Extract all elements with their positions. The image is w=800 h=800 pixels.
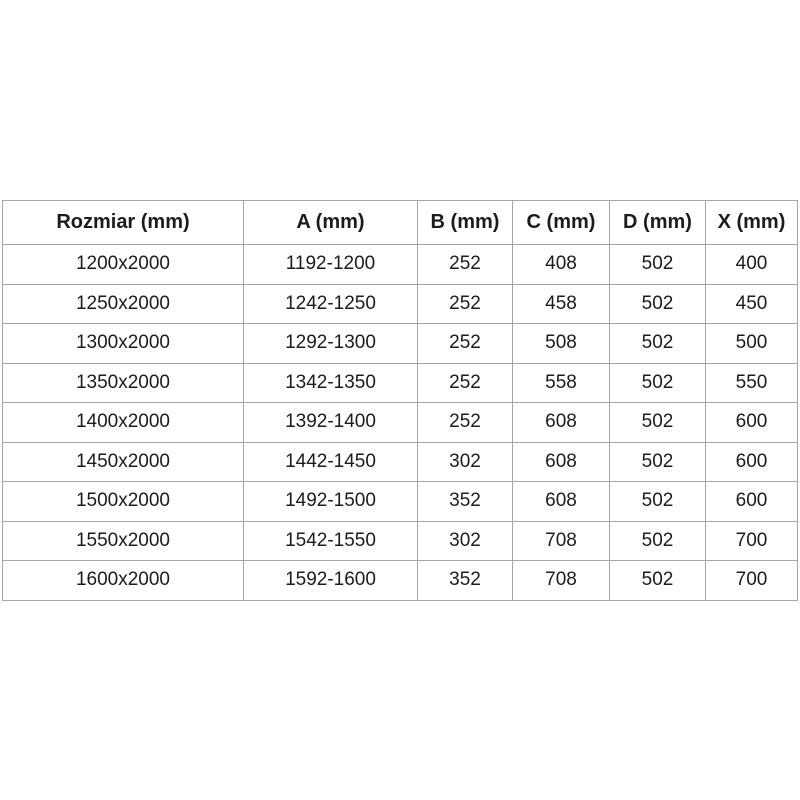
cell-c: 608 bbox=[513, 442, 610, 482]
cell-x: 500 bbox=[706, 324, 798, 364]
cell-c: 508 bbox=[513, 324, 610, 364]
cell-a: 1292-1300 bbox=[244, 324, 418, 364]
cell-rozmiar: 1300x2000 bbox=[3, 324, 244, 364]
cell-rozmiar: 1400x2000 bbox=[3, 403, 244, 443]
cell-rozmiar: 1450x2000 bbox=[3, 442, 244, 482]
cell-a: 1342-1350 bbox=[244, 363, 418, 403]
cell-rozmiar: 1600x2000 bbox=[3, 561, 244, 601]
cell-c: 558 bbox=[513, 363, 610, 403]
cell-b: 252 bbox=[418, 403, 513, 443]
cell-rozmiar: 1500x2000 bbox=[3, 482, 244, 522]
table-row bbox=[3, 403, 798, 443]
cell-b: 252 bbox=[418, 324, 513, 364]
column-header-rozmiar: Rozmiar (mm) bbox=[3, 201, 244, 245]
cell-b: 302 bbox=[418, 521, 513, 561]
column-header-a: A (mm) bbox=[244, 201, 418, 245]
cell-rozmiar: 1550x2000 bbox=[3, 521, 244, 561]
cell-x: 450 bbox=[706, 284, 798, 324]
table-header bbox=[3, 201, 798, 245]
table-row bbox=[3, 324, 798, 364]
cell-x: 700 bbox=[706, 521, 798, 561]
cell-b: 252 bbox=[418, 363, 513, 403]
cell-a: 1392-1400 bbox=[244, 403, 418, 443]
cell-d: 502 bbox=[610, 561, 706, 601]
cell-c: 708 bbox=[513, 561, 610, 601]
cell-a: 1242-1250 bbox=[244, 284, 418, 324]
header-row bbox=[3, 201, 798, 245]
cell-a: 1442-1450 bbox=[244, 442, 418, 482]
cell-a: 1492-1500 bbox=[244, 482, 418, 522]
cell-x: 550 bbox=[706, 363, 798, 403]
cell-d: 502 bbox=[610, 363, 706, 403]
column-header-d: D (mm) bbox=[610, 201, 706, 245]
table-body bbox=[3, 245, 798, 601]
cell-rozmiar: 1350x2000 bbox=[3, 363, 244, 403]
cell-c: 458 bbox=[513, 284, 610, 324]
table-row bbox=[3, 561, 798, 601]
cell-d: 502 bbox=[610, 324, 706, 364]
cell-x: 600 bbox=[706, 403, 798, 443]
cell-c: 608 bbox=[513, 403, 610, 443]
cell-x: 600 bbox=[706, 482, 798, 522]
cell-x: 400 bbox=[706, 245, 798, 285]
cell-rozmiar: 1200x2000 bbox=[3, 245, 244, 285]
cell-d: 502 bbox=[610, 403, 706, 443]
cell-x: 600 bbox=[706, 442, 798, 482]
cell-a: 1192-1200 bbox=[244, 245, 418, 285]
column-header-x: X (mm) bbox=[706, 201, 798, 245]
cell-b: 352 bbox=[418, 561, 513, 601]
table-row bbox=[3, 521, 798, 561]
column-header-c: C (mm) bbox=[513, 201, 610, 245]
cell-rozmiar: 1250x2000 bbox=[3, 284, 244, 324]
cell-c: 608 bbox=[513, 482, 610, 522]
cell-c: 408 bbox=[513, 245, 610, 285]
cell-d: 502 bbox=[610, 284, 706, 324]
table-row bbox=[3, 284, 798, 324]
cell-d: 502 bbox=[610, 245, 706, 285]
cell-a: 1592-1600 bbox=[244, 561, 418, 601]
table-row bbox=[3, 482, 798, 522]
column-header-b: B (mm) bbox=[418, 201, 513, 245]
cell-b: 252 bbox=[418, 284, 513, 324]
cell-b: 302 bbox=[418, 442, 513, 482]
cell-c: 708 bbox=[513, 521, 610, 561]
cell-b: 352 bbox=[418, 482, 513, 522]
table-row bbox=[3, 363, 798, 403]
cell-d: 502 bbox=[610, 521, 706, 561]
cell-d: 502 bbox=[610, 442, 706, 482]
cell-a: 1542-1550 bbox=[244, 521, 418, 561]
table-row bbox=[3, 245, 798, 285]
size-table bbox=[2, 200, 798, 601]
table-row bbox=[3, 442, 798, 482]
cell-b: 252 bbox=[418, 245, 513, 285]
cell-d: 502 bbox=[610, 482, 706, 522]
cell-x: 700 bbox=[706, 561, 798, 601]
